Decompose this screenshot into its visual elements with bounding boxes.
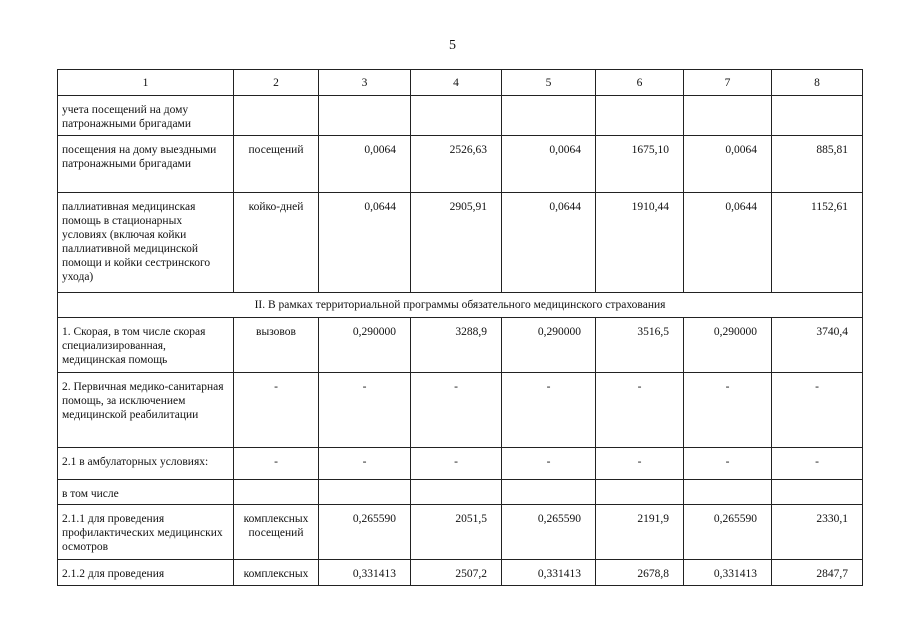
value-cell-c8: 885,81 — [772, 136, 863, 193]
row-label-cell: учета посещений на дому патронажными бригадами — [58, 96, 234, 136]
value-cell-c4: 2905,91 — [411, 193, 502, 293]
value-cell-c8: 2847,7 — [772, 560, 863, 586]
value-cell-c7: 0,0644 — [684, 193, 772, 293]
unit-cell: - — [234, 373, 319, 448]
unit-cell — [234, 96, 319, 136]
value-cell-c4 — [411, 96, 502, 136]
value-cell-c5: - — [502, 373, 596, 448]
column-header-2: 2 — [234, 70, 319, 96]
value-cell-c3: 0,265590 — [319, 505, 411, 560]
value-cell-c7: 0,265590 — [684, 505, 772, 560]
data-table — [57, 69, 863, 586]
section-title: II. В рамках территориальной программы обязательного медицинского страхования — [58, 293, 863, 318]
unit-cell: комплексных посещений — [234, 505, 319, 560]
value-cell-c8: - — [772, 448, 863, 480]
value-cell-c4: - — [411, 448, 502, 480]
column-header-1: 1 — [58, 70, 234, 96]
column-header-4: 4 — [411, 70, 502, 96]
value-cell-c5: 0,0064 — [502, 136, 596, 193]
value-cell-c3 — [319, 96, 411, 136]
value-cell-c5: 0,265590 — [502, 505, 596, 560]
value-cell-c4 — [411, 480, 502, 505]
value-cell-c7: 0,0064 — [684, 136, 772, 193]
table-row — [58, 96, 863, 136]
value-cell-c3: 0,0644 — [319, 193, 411, 293]
value-cell-c6: 1675,10 — [596, 136, 684, 193]
value-cell-c4: 2051,5 — [411, 505, 502, 560]
unit-cell: комплексных — [234, 560, 319, 586]
value-cell-c8: 3740,4 — [772, 318, 863, 373]
column-header-3: 3 — [319, 70, 411, 96]
column-header-7: 7 — [684, 70, 772, 96]
table-row — [58, 560, 863, 586]
value-cell-c7: - — [684, 448, 772, 480]
value-cell-c8: - — [772, 373, 863, 448]
value-cell-c7 — [684, 96, 772, 136]
row-label-cell: 2.1.1 для проведения профилактических медицинских осмотров — [58, 505, 234, 560]
value-cell-c8 — [772, 480, 863, 505]
value-cell-c8: 1152,61 — [772, 193, 863, 293]
column-header-8: 8 — [772, 70, 863, 96]
value-cell-c3: - — [319, 373, 411, 448]
row-label-cell: в том числе — [58, 480, 234, 505]
row-label-cell: 2.1.2 для проведения — [58, 560, 234, 586]
row-label-cell: 1. Скорая, в том числе скорая специализированная, медицинская помощь — [58, 318, 234, 373]
table-row — [58, 448, 863, 480]
column-header-6: 6 — [596, 70, 684, 96]
value-cell-c4: - — [411, 373, 502, 448]
column-header-5: 5 — [502, 70, 596, 96]
unit-cell — [234, 480, 319, 505]
page-number: 5 — [449, 38, 456, 53]
value-cell-c3: 0,0064 — [319, 136, 411, 193]
table-row — [58, 193, 863, 293]
value-cell-c3: 0,290000 — [319, 318, 411, 373]
value-cell-c5: - — [502, 448, 596, 480]
value-cell-c6: 1910,44 — [596, 193, 684, 293]
table-row — [58, 480, 863, 505]
value-cell-c8 — [772, 96, 863, 136]
value-cell-c3: - — [319, 448, 411, 480]
value-cell-c6: 3516,5 — [596, 318, 684, 373]
value-cell-c7: 0,331413 — [684, 560, 772, 586]
value-cell-c5: 0,331413 — [502, 560, 596, 586]
section-row — [58, 293, 863, 318]
table-row — [58, 136, 863, 193]
row-label-cell: 2. Первичная медико-санитарная помощь, за исключением медицинской реабилитации — [58, 373, 234, 448]
table-row — [58, 373, 863, 448]
unit-cell: вызовов — [234, 318, 319, 373]
table-row — [58, 318, 863, 373]
value-cell-c3 — [319, 480, 411, 505]
value-cell-c5: 0,0644 — [502, 193, 596, 293]
row-label-cell: посещения на дому выездными патронажными бригадами — [58, 136, 234, 193]
value-cell-c4: 3288,9 — [411, 318, 502, 373]
value-cell-c6 — [596, 480, 684, 505]
value-cell-c6: - — [596, 448, 684, 480]
value-cell-c7 — [684, 480, 772, 505]
value-cell-c5 — [502, 96, 596, 136]
table-header-row — [58, 70, 863, 96]
table-body — [58, 70, 863, 586]
value-cell-c7: - — [684, 373, 772, 448]
table-row — [58, 505, 863, 560]
value-cell-c5 — [502, 480, 596, 505]
unit-cell: - — [234, 448, 319, 480]
value-cell-c7: 0,290000 — [684, 318, 772, 373]
value-cell-c3: 0,331413 — [319, 560, 411, 586]
row-label-cell: паллиативная медицинская помощь в стационарных условиях (включая койки паллиативной медицинской помощи и койки сестринского ухода) — [58, 193, 234, 293]
value-cell-c4: 2507,2 — [411, 560, 502, 586]
row-label-cell: 2.1 в амбулаторных условиях: — [58, 448, 234, 480]
unit-cell: посещений — [234, 136, 319, 193]
value-cell-c8: 2330,1 — [772, 505, 863, 560]
value-cell-c6 — [596, 96, 684, 136]
value-cell-c5: 0,290000 — [502, 318, 596, 373]
value-cell-c6: 2191,9 — [596, 505, 684, 560]
value-cell-c4: 2526,63 — [411, 136, 502, 193]
value-cell-c6: 2678,8 — [596, 560, 684, 586]
unit-cell: койко-дней — [234, 193, 319, 293]
value-cell-c6: - — [596, 373, 684, 448]
